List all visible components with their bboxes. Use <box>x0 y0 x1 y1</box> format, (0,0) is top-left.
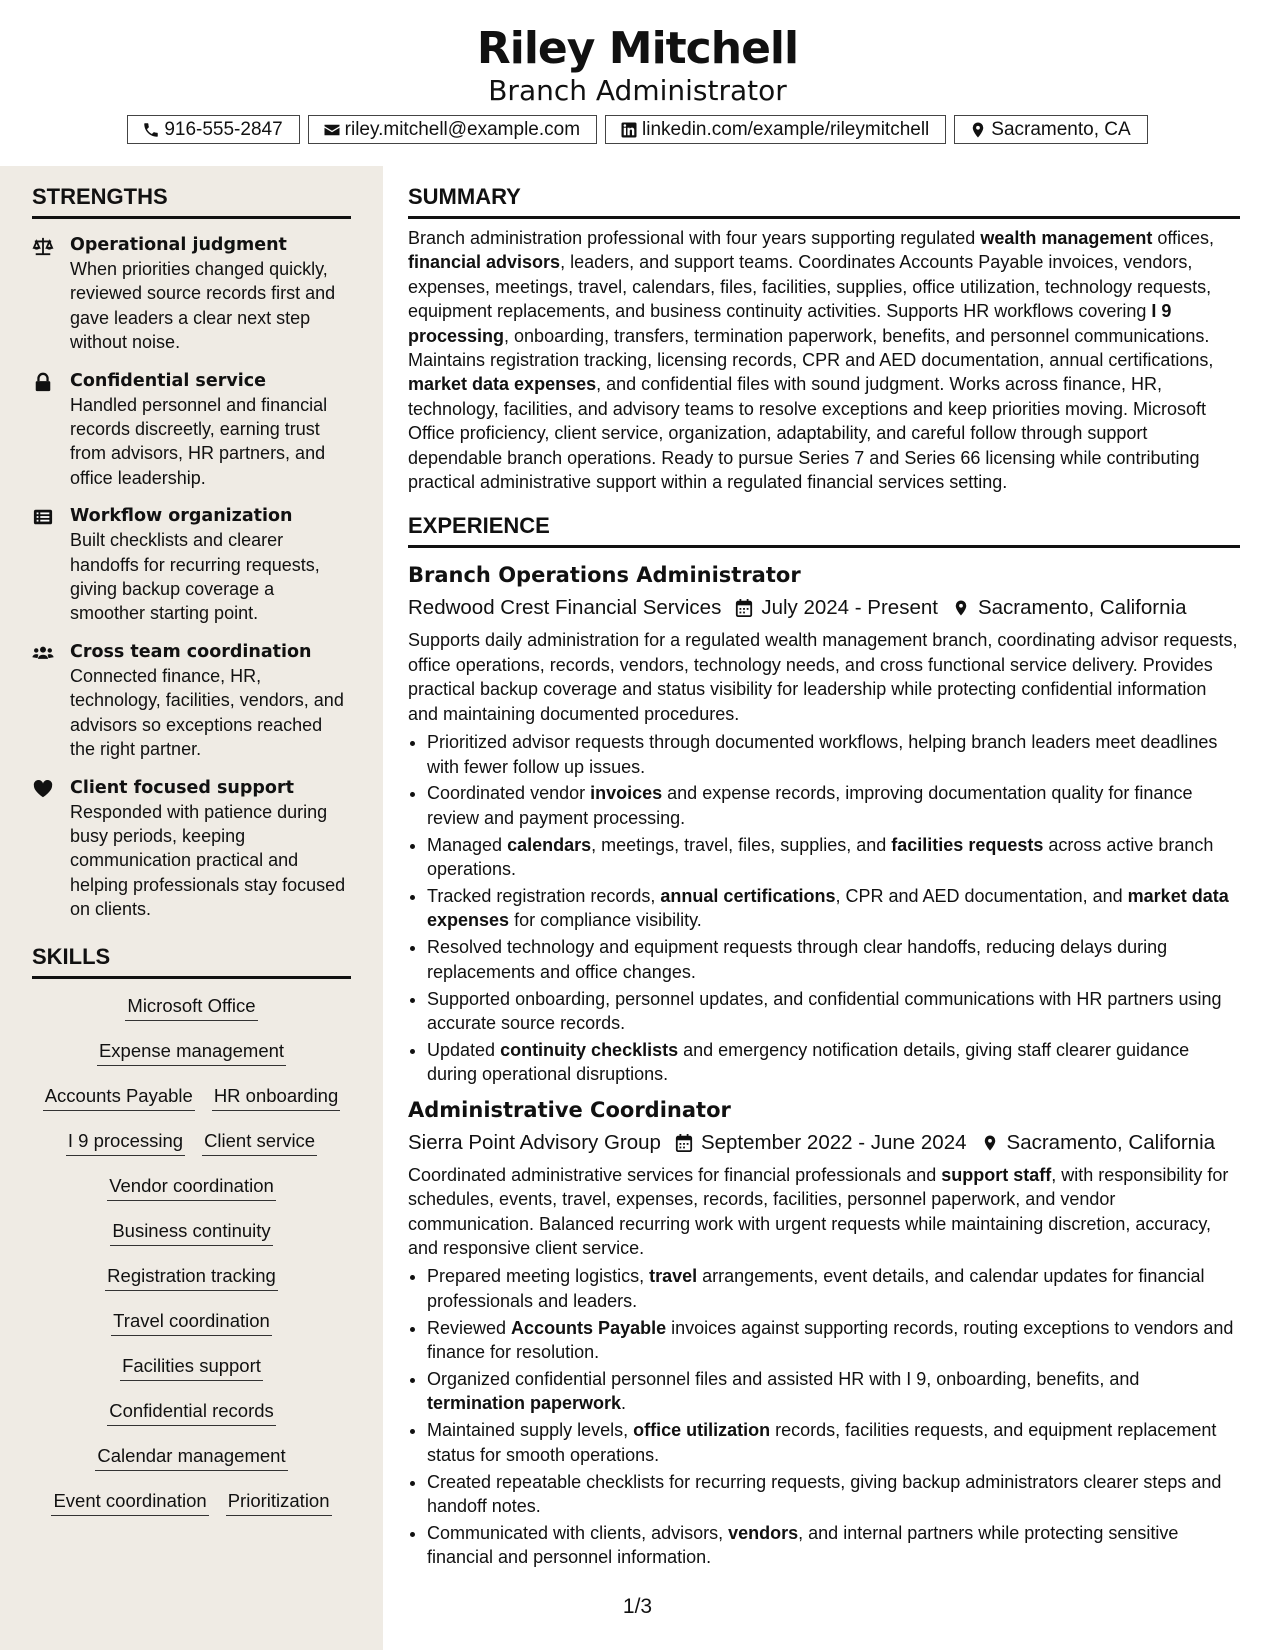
job-dates: September 2022 - June 2024 <box>700 1130 967 1154</box>
candidate-name: Riley Mitchell <box>476 23 799 74</box>
heart-icon <box>32 779 54 799</box>
job-entry <box>408 1096 1240 1570</box>
contact-location[interactable] <box>954 115 1147 144</box>
job-dates: July 2024 - Present <box>761 596 938 620</box>
contact-bar <box>0 115 1275 144</box>
strength-title: Operational judgment <box>70 235 287 255</box>
bold-keyword: facilities requests <box>891 834 1044 855</box>
job-bullets <box>408 730 1240 1087</box>
resume-header <box>0 0 1275 160</box>
bold-keyword: market data expenses <box>427 886 1229 931</box>
location-text: Sacramento, CA <box>991 118 1131 140</box>
skill-tag: HR onboarding <box>212 1083 340 1111</box>
job-company: Sierra Point Advisory Group <box>408 1130 661 1154</box>
lock-icon <box>32 372 54 392</box>
calendar-icon <box>675 1133 693 1153</box>
job-description: Coordinated administrative services for financial professionals and support staff, with responsibility for schedules, events, travel, expenses, records, facilities, personnel paperwork, and vendor communication. Balanced recurring work with urgent requests while maintaining discretion, accuracy, and responsive client service. <box>408 1164 1229 1258</box>
bold-keyword: vendors <box>728 1522 799 1543</box>
strength-item <box>32 504 351 626</box>
phone-icon <box>142 121 160 139</box>
bold-keyword: annual certifications <box>660 886 836 907</box>
bold-keyword: travel <box>649 1266 698 1287</box>
strength-desc: Responded with patience during busy periods, keeping communication practical and helping professionals stay focused on clients. <box>70 801 346 920</box>
job-company: Redwood Crest Financial Services <box>408 596 722 620</box>
experience-heading: EXPERIENCE <box>408 513 1240 548</box>
job-bullet: • Organized confidential personnel files and assisted HR with I 9, onboarding, benefits, and termination paperwork. <box>427 1367 1240 1416</box>
linkedin-icon <box>620 121 638 139</box>
job-bullet: • Reviewed Accounts Payable invoices against supporting records, routing exceptions to vendors and finance for resolution. <box>427 1316 1240 1365</box>
candidate-title: Branch Administrator <box>488 74 787 107</box>
skill-tag: Confidential records <box>107 1398 276 1426</box>
list-icon <box>32 507 54 527</box>
bold-keyword: support staff <box>941 1164 1052 1185</box>
job-bullet: • Communicated with clients, advisors, vendors, and internal partners while protecting sensitive financial and personnel information. <box>427 1521 1240 1570</box>
job-entry <box>408 561 1240 1086</box>
strength-title: Client focused support <box>70 777 294 798</box>
skill-tag: Client service <box>202 1128 317 1156</box>
bold-keyword: termination paperwork <box>427 1393 622 1414</box>
map-pin-icon <box>969 121 987 139</box>
map-pin-icon <box>952 598 970 618</box>
strength-desc: When priorities changed quickly, reviewed source records first and gave leaders a clear next step without noise. <box>70 259 336 353</box>
envelope-icon <box>323 121 341 139</box>
skills-heading: SKILLS <box>32 944 351 979</box>
job-description: Supports daily administration for a regulated wealth management branch, coordinating advisor requests, office operations, records, vendors, technology needs, and cross functional service delivery. Provides practical backup coverage and status visibility for leadership while protecting confidential information and maintaining documented procedures. <box>408 630 1238 724</box>
job-bullet: • Maintained supply levels, office utilization records, facilities requests, and equipment replacement status for smooth operations. <box>427 1418 1240 1467</box>
job-location: Sacramento, California <box>977 596 1187 620</box>
skill-tag: Prioritization <box>226 1488 332 1516</box>
bold-keyword: I 9 processing <box>408 301 1172 346</box>
job-bullet: • Coordinated vendor invoices and expense records, improving documentation quality for finance review and payment processing. <box>427 781 1240 830</box>
strength-item <box>32 369 351 491</box>
bold-keyword: market data expenses <box>408 374 597 395</box>
job-meta <box>408 596 1240 620</box>
job-location: Sacramento, California <box>1006 1130 1216 1154</box>
job-bullet: • Updated continuity checklists and emergency notification details, giving staff clearer guidance during operational disruptions. <box>427 1038 1240 1087</box>
strength-item <box>32 640 351 762</box>
bold-keyword: Accounts Payable <box>511 1317 667 1338</box>
users-icon <box>32 643 54 663</box>
contact-email[interactable] <box>308 115 597 144</box>
strength-title: Cross team coordination <box>70 641 312 662</box>
main-content <box>408 184 1240 1572</box>
skill-tag: Vendor coordination <box>107 1173 276 1201</box>
strength-title: Confidential service <box>70 370 266 391</box>
job-bullet: • Managed calendars, meetings, travel, files, supplies, and facilities requests across active branch operations. <box>427 833 1240 882</box>
bold-keyword: invoices <box>590 783 663 804</box>
job-bullet: • Supported onboarding, personnel updates, and confidential communications with HR partners using accurate source records. <box>427 987 1240 1036</box>
phone-text: 916-555-2847 <box>164 118 283 140</box>
skill-tag: Travel coordination <box>111 1308 272 1336</box>
job-bullet: • Prioritized advisor requests through documented workflows, helping branch leaders meet deadlines with fewer follow up issues. <box>427 730 1240 779</box>
job-bullet: • Prepared meeting logistics, travel arrangements, event details, and calendar updates for financial professionals and leaders. <box>427 1264 1240 1313</box>
skill-tag: Calendar management <box>95 1443 287 1471</box>
job-bullet: • Tracked registration records, annual certifications, CPR and AED documentation, and market data expenses for compliance visibility. <box>427 884 1240 933</box>
bold-keyword: wealth management <box>980 228 1153 248</box>
skill-tag: Microsoft Office <box>125 993 257 1021</box>
page-number: 1/3 <box>622 1595 653 1618</box>
job-bullets <box>408 1264 1240 1569</box>
contact-linkedin[interactable] <box>605 115 946 144</box>
job-bullet: • Resolved technology and equipment requests through clear handoffs, reducing delays during replacements and office changes. <box>427 935 1240 984</box>
bold-keyword: calendars <box>507 834 592 855</box>
strength-title: Workflow organization <box>70 506 293 527</box>
skill-tag: Registration tracking <box>105 1263 278 1291</box>
job-bullet: • Created repeatable checklists for recurring requests, giving backup administrators clearer steps and handoff notes. <box>427 1470 1240 1519</box>
job-meta <box>408 1131 1240 1155</box>
sidebar <box>0 166 383 1650</box>
balance-scale-icon <box>32 236 54 256</box>
bold-keyword: office utilization <box>633 1420 771 1441</box>
strength-desc: Handled personnel and financial records discreetly, earning trust from advisors, HR partners, and office leadership. <box>70 394 328 488</box>
contact-phone[interactable] <box>127 115 299 144</box>
job-title: Branch Operations Administrator <box>408 563 801 588</box>
skill-tag: Accounts Payable <box>43 1083 195 1111</box>
strength-desc: Connected finance, HR, technology, facilities, vendors, and advisors so exceptions reached the right partner. <box>70 665 344 760</box>
strengths-heading: STRENGTHS <box>32 184 351 219</box>
summary-text: Branch administration professional with four years supporting regulated wealth management offices, financial advisors, leaders, and support teams. Coordinates Accounts Payable invoices, vendors, expenses, meetings, travel, calendars, files, facilities, supplies, office utilization, technology requests, equipment replacements, and business continuity activities. Supports HR workflows covering I 9 processing, onboarding, transfers, termination paperwork, benefits, and personnel communications. Maintains registration tracking, licensing records, CPR and AED documentation, annual certifications, market data expenses, and confidential files with sound judgment. Works across finance, HR, technology, facilities, and advisory teams to resolve exceptions and keep priorities moving. Microsoft Office proficiency, client service, organization, adaptability, and careful follow through support dependable branch operations. Ready to pursue Series 7 and Series 66 licensing while contributing practical administrative support within a regulated financial services setting. <box>408 228 1215 493</box>
skill-tag: Business continuity <box>110 1218 272 1246</box>
map-pin-icon <box>981 1133 999 1153</box>
email-text: riley.mitchell@example.com <box>344 118 581 140</box>
skill-tag: Expense management <box>97 1038 286 1066</box>
job-title: Administrative Coordinator <box>408 1097 731 1122</box>
skill-tag: I 9 processing <box>66 1128 185 1156</box>
bold-keyword: financial advisors <box>408 252 561 273</box>
strength-item <box>32 233 351 355</box>
summary-heading: SUMMARY <box>408 184 1240 219</box>
calendar-icon <box>735 598 753 618</box>
skill-tag: Event coordination <box>51 1488 208 1516</box>
strength-desc: Built checklists and clearer handoffs for recurring requests, giving backup coverage a smoother starting point. <box>70 530 320 624</box>
strength-item <box>32 776 351 922</box>
skills-list <box>32 993 351 1533</box>
linkedin-text: linkedin.com/example/rileymitchell <box>642 118 930 140</box>
bold-keyword: continuity checklists <box>500 1039 679 1060</box>
skill-tag: Facilities support <box>120 1353 263 1381</box>
